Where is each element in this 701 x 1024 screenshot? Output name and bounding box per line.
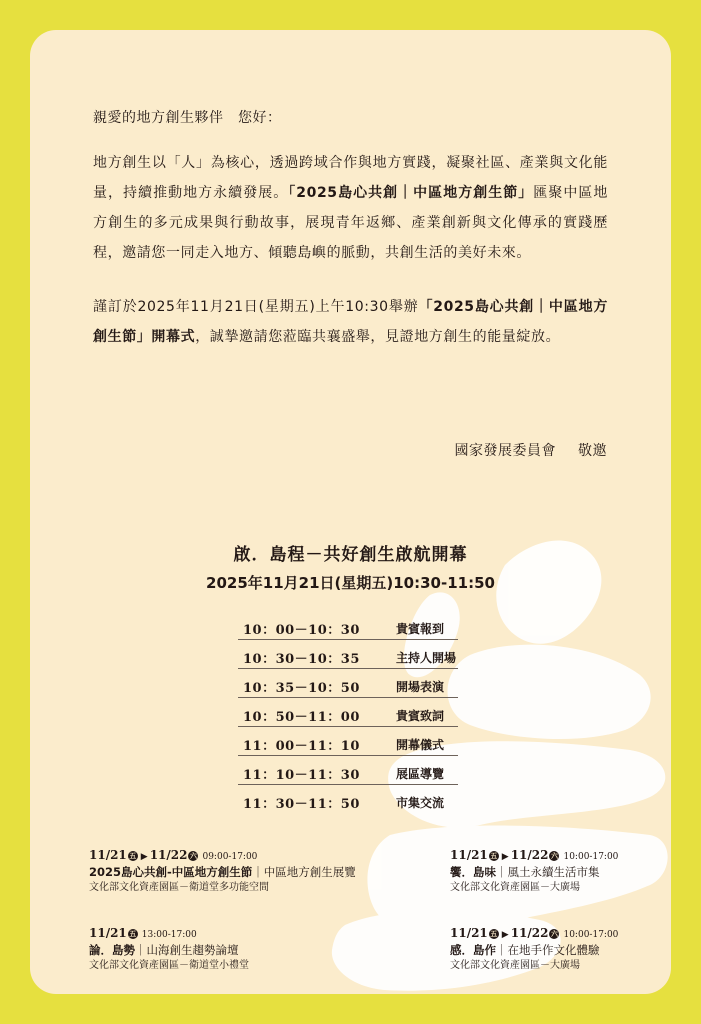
paragraph-invite-text-2: ，誠摯邀請您蒞臨共襄盛舉，見證地方創生的能量綻放。	[195, 329, 561, 345]
program-subtitle: ｜山海創生趨勢論壇	[135, 943, 239, 957]
weekday-badge: 六	[550, 851, 558, 860]
program-title: 論．島勢	[89, 943, 135, 957]
paragraph-intro-text: 地方創生以「人」為核心，透過跨域合作與地方實踐，凝聚社區、產業與文化能量，持續推動地方永續發展。	[93, 155, 608, 201]
program-title: 2025島心共創-中區地方創生節	[89, 865, 253, 879]
schedule-row	[238, 786, 458, 815]
weekday-badge: 五	[490, 929, 498, 938]
divider	[238, 784, 458, 785]
weekday-badge: 六	[189, 851, 197, 860]
program-subtitle: ｜風土永續生活市集	[496, 865, 600, 879]
program-hours: 13:00-17:00	[141, 930, 197, 940]
weekday-badge: 五	[490, 851, 498, 860]
schedule-time: 11：30－11：50	[243, 797, 360, 812]
paragraph-intro-text-2: 匯聚中區地方創生的多元成果與行動故事，展現青年返鄉、產業創新與文化傳承的實踐歷程，邀請您一同走入地方、傾聽島嶼的脈動，共創生活的美好未來。	[93, 185, 609, 261]
start-date: 11/21	[450, 848, 488, 862]
program-subtitle: ｜中區地方創生展覽	[252, 865, 356, 879]
schedule-row	[238, 699, 458, 728]
schedule-activity: 貴賓致詞	[396, 709, 445, 723]
end-date: 11/22	[510, 926, 549, 940]
schedule-activity: 主持人開場	[396, 651, 457, 665]
start-date: 11/21	[450, 926, 488, 940]
program-forum	[89, 926, 249, 973]
arrow-right-icon: ▶	[140, 852, 148, 862]
weekday-badge: 五	[129, 851, 137, 860]
arrow-right-icon: ▶	[501, 930, 509, 940]
signature-org: 國家發展委員會	[454, 443, 556, 459]
program-workshop	[450, 926, 618, 973]
event-date: 2025年11月21日(星期五)10:30-11:50	[206, 574, 495, 592]
divider	[238, 726, 458, 727]
program-venue: 文化部文化資產園區－衛道堂多功能空間	[89, 882, 269, 893]
program-hours: 10:00-17:00	[563, 852, 619, 862]
weekday-badge: 六	[550, 929, 558, 938]
schedule-row	[238, 728, 458, 757]
schedule-time: 10：30－10：35	[243, 652, 360, 667]
program-market	[450, 848, 618, 895]
paragraph-invite-text: 謹訂於2025年11月21日(星期五)上午10:30舉辦	[93, 299, 419, 315]
program-name	[89, 865, 356, 880]
arrow-right-icon: ▶	[501, 852, 509, 862]
greeting: 親愛的地方創生夥伴 您好：	[93, 110, 282, 126]
divider	[238, 639, 458, 640]
schedule-activity: 開場表演	[396, 680, 445, 694]
weekday-badge: 五	[129, 929, 137, 938]
program-dates	[450, 926, 618, 943]
end-date: 11/22	[149, 848, 188, 862]
program-venue: 文化部文化資產園區－大廣場	[450, 960, 580, 971]
schedule-time: 10：00－10：30	[243, 623, 360, 638]
divider	[238, 697, 458, 698]
schedule-time: 11：00－11：10	[243, 739, 360, 754]
schedule-activity: 展區導覽	[396, 767, 445, 781]
schedule-row	[238, 641, 458, 670]
program-name	[450, 943, 618, 958]
schedule-activity: 開幕儀式	[396, 738, 445, 752]
program-name	[89, 943, 249, 958]
opening-ceremony-name: 「2025島心共創｜中區地方創生節」開幕式	[93, 299, 608, 345]
program-name	[450, 865, 618, 880]
schedule-row	[238, 670, 458, 699]
program-hours: 10:00-17:00	[563, 930, 619, 940]
paragraph-invite	[93, 292, 608, 352]
invitation-letter	[93, 108, 608, 352]
program-dates	[89, 926, 249, 943]
program-dates	[450, 848, 618, 865]
program-subtitle: ｜在地手作文化體驗	[496, 943, 600, 957]
invitation-card	[30, 30, 671, 994]
divider	[238, 668, 458, 669]
schedule-row	[238, 612, 458, 641]
schedule-activity: 市集交流	[396, 796, 445, 810]
end-date: 11/22	[510, 848, 549, 862]
schedule-table	[238, 612, 458, 815]
program-hours: 09:00-17:00	[202, 852, 258, 862]
festival-name: 「2025島心共創｜中區地方創生節」	[288, 185, 534, 201]
program-venue: 文化部文化資產園區－大廣場	[450, 882, 580, 893]
schedule-time: 10：35－10：50	[243, 681, 360, 696]
divider	[238, 755, 458, 756]
start-date: 11/21	[89, 926, 127, 940]
event-title: 啟．島程－共好創生啟航開幕	[233, 545, 468, 565]
schedule-time: 11：10－11：30	[243, 768, 360, 783]
schedule-row	[238, 757, 458, 786]
program-title: 感．島作	[450, 943, 496, 957]
signature	[455, 440, 608, 460]
start-date: 11/21	[89, 848, 127, 862]
signature-closing: 敬邀	[578, 443, 607, 459]
program-title: 饗．島味	[450, 865, 496, 879]
program-exhibition	[89, 848, 356, 895]
program-venue: 文化部文化資產園區－衛道堂小禮堂	[89, 960, 249, 971]
schedule-activity: 貴賓報到	[396, 622, 445, 636]
program-dates	[89, 848, 356, 865]
paragraph-intro	[93, 148, 608, 268]
schedule-time: 10：50－11：00	[243, 710, 360, 725]
